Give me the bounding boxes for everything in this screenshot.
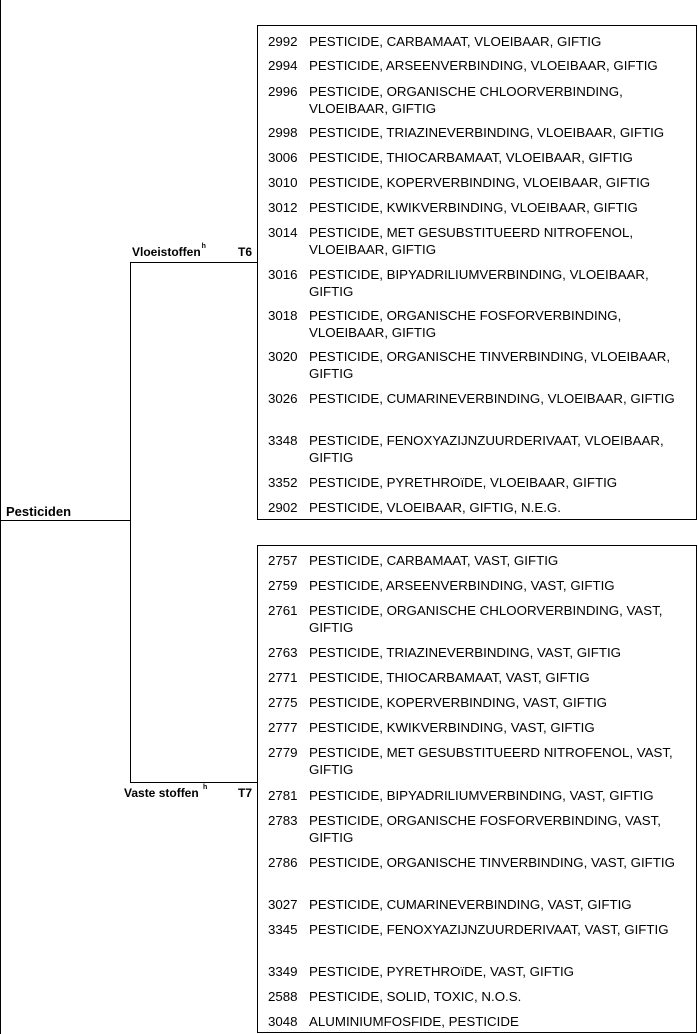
un-number: 3027 [268, 897, 298, 912]
substance-name: PESTICIDE, ORGANISCHE TINVERBINDING, VAST, GIFTIG [309, 855, 675, 870]
solids-code: T7 [238, 786, 253, 800]
un-number: 2777 [268, 720, 298, 735]
un-number: 2759 [268, 578, 298, 593]
un-number: 2902 [268, 500, 298, 515]
un-number: 3006 [268, 150, 298, 165]
un-number: 2757 [268, 553, 298, 568]
substance-name: PESTICIDE, TRIAZINEVERBINDING, VLOEIBAAR, GIFTIG [309, 125, 665, 140]
un-number: 2775 [268, 695, 298, 710]
un-number: 2786 [268, 855, 298, 870]
substance-name: PESTICIDE, TRIAZINEVERBINDING, VAST, GIFTIG [309, 645, 622, 660]
substance-name: PESTICIDE, THIOCARBAMAAT, VLOEIBAAR, GIFTIG [309, 150, 633, 165]
substance-name: PESTICIDE, VLOEIBAAR, GIFTIG, N.E.G. [309, 500, 561, 515]
un-number: 2779 [268, 745, 298, 760]
un-number: 3020 [268, 349, 298, 364]
un-number: 3349 [268, 964, 298, 979]
un-number: 3348 [268, 433, 298, 448]
un-number: 2996 [268, 84, 298, 99]
substance-name: PESTICIDE, CARBAMAAT, VLOEIBAAR, GIFTIG [309, 34, 602, 49]
liquids-code: T6 [238, 245, 253, 259]
un-number: 3016 [268, 267, 298, 282]
solids-label [124, 786, 207, 800]
substance-name: PESTICIDE, MET GESUBSTITUEERD NITROFENOL, VAST, GIFTIG [309, 745, 673, 777]
substance-name: PESTICIDE, ORGANISCHE CHLOORVERBINDING, VLOEIBAAR, GIFTIG [309, 84, 623, 116]
solids-label-text: Vaste stoffen [124, 786, 199, 800]
substance-name: PESTICIDE, MET GESUBSTITUEERD NITROFENOL, VLOEIBAAR, GIFTIG [309, 225, 634, 257]
root-horizontal-connector [0, 520, 131, 521]
substance-name: PESTICIDE, ARSEENVERBINDING, VLOEIBAAR, GIFTIG [309, 58, 658, 73]
un-number: 2992 [268, 34, 298, 49]
un-number: 3014 [268, 225, 298, 240]
substance-name: PESTICIDE, THIOCARBAMAAT, VAST, GIFTIG [309, 670, 590, 685]
substance-name: PESTICIDE, FENOXYAZIJNZUURDERIVAAT, VAST, GIFTIG [309, 922, 669, 937]
un-number: 2588 [268, 989, 298, 1004]
solids-branch-connector [130, 782, 257, 783]
substance-name: PESTICIDE, ORGANISCHE FOSFORVERBINDING, VAST, GIFTIG [309, 813, 661, 845]
substance-name: PESTICIDE, BIPYADRILIUMVERBINDING, VLOEIBAAR, GIFTIG [309, 267, 649, 299]
un-number: 2994 [268, 58, 298, 73]
un-number: 2783 [268, 813, 298, 828]
substance-name: PESTICIDE, BIPYADRILIUMVERBINDING, VAST, GIFTIG [309, 788, 654, 803]
substance-name: PESTICIDE, CUMARINEVERBINDING, VAST, GIFTIG [309, 897, 632, 912]
substance-name: PESTICIDE, ORGANISCHE TINVERBINDING, VLOEIBAAR, GIFTIG [309, 349, 671, 381]
substance-name: PESTICIDE, SOLID, TOXIC, N.O.S. [309, 989, 522, 1004]
liquids-list-box [257, 25, 697, 520]
substance-name: PESTICIDE, ORGANISCHE CHLOORVERBINDING, VAST, GIFTIG [309, 603, 663, 635]
substance-name: PESTICIDE, KOPERVERBINDING, VLOEIBAAR, GIFTIG [309, 175, 651, 190]
un-number: 3012 [268, 200, 298, 215]
substance-name: PESTICIDE, ORGANISCHE FOSFORVERBINDING, VLOEIBAAR, GIFTIG [309, 308, 622, 340]
un-number: 3345 [268, 922, 298, 937]
left-border-line [0, 0, 1, 1034]
un-number: 2998 [268, 125, 298, 140]
un-number: 2763 [268, 645, 298, 660]
un-number: 2771 [268, 670, 298, 685]
un-number: 3048 [268, 1014, 298, 1029]
substance-name: PESTICIDE, KOPERVERBINDING, VAST, GIFTIG [309, 695, 608, 710]
un-number: 3018 [268, 308, 298, 323]
substance-name: PESTICIDE, PYRETHROïDE, VLOEIBAAR, GIFTIG [309, 475, 618, 490]
solids-list-box [257, 545, 697, 1033]
liquids-label-text: Vloeistoffen [132, 245, 201, 259]
substance-name: ALUMINIUMFOSFIDE, PESTICIDE [309, 1014, 519, 1029]
un-number: 3010 [268, 175, 298, 190]
substance-name: PESTICIDE, CUMARINEVERBINDING, VLOEIBAAR, GIFTIG [309, 391, 675, 406]
substance-name: PESTICIDE, KWIKVERBINDING, VAST, GIFTIG [309, 720, 595, 735]
un-number: 3352 [268, 475, 298, 490]
substance-name: PESTICIDE, KWIKVERBINDING, VLOEIBAAR, GIFTIG [309, 200, 638, 215]
root-label: Pesticiden [6, 504, 72, 519]
un-number: 2761 [268, 603, 298, 618]
branch-vertical-connector [130, 262, 131, 783]
un-number: 3026 [268, 391, 298, 406]
un-number: 2781 [268, 788, 298, 803]
substance-name: PESTICIDE, CARBAMAAT, VAST, GIFTIG [309, 553, 559, 568]
solids-footnote-mark: h [203, 784, 208, 791]
liquids-branch-connector [130, 262, 257, 263]
liquids-footnote-mark: h [201, 243, 206, 250]
liquids-label [132, 245, 206, 259]
substance-name: PESTICIDE, FENOXYAZIJNZUURDERIVAAT, VLOEIBAAR, GIFTIG [309, 433, 664, 465]
substance-name: PESTICIDE, PYRETHROïDE, VAST, GIFTIG [309, 964, 574, 979]
substance-name: PESTICIDE, ARSEENVERBINDING, VAST, GIFTIG [309, 578, 615, 593]
